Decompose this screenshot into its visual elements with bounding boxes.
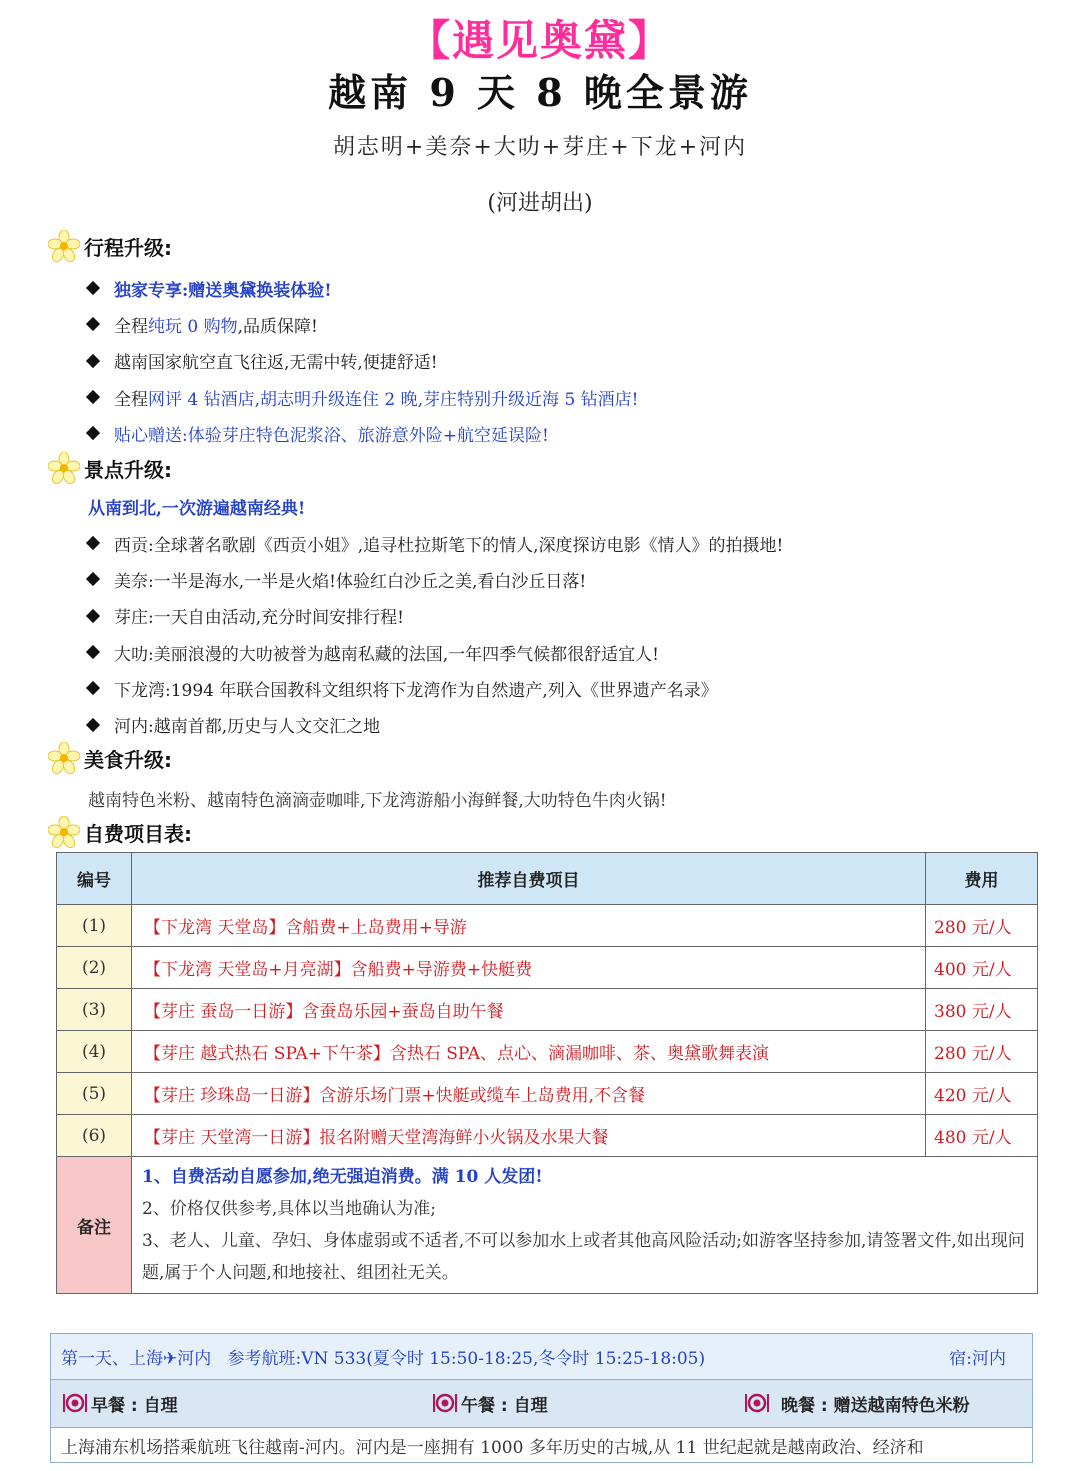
diamond-bullet-icon bbox=[86, 390, 100, 404]
diamond-bullet-icon bbox=[86, 609, 100, 623]
section-sights-label: 景点升级: bbox=[84, 457, 172, 482]
meal-lunch bbox=[431, 1391, 743, 1417]
row-price: 280 元/人 bbox=[926, 1031, 1038, 1073]
note-line: 1、自费活动自愿参加,绝无强迫消费。满 10 人发团! bbox=[142, 1167, 543, 1187]
diamond-bullet-icon bbox=[86, 536, 100, 550]
diamond-bullet-icon bbox=[86, 354, 100, 368]
upgrade-highlight: 网评 4 钻酒店,胡志明升级连住 2 晚,芽庄特别升级近海 5 钻酒店! bbox=[148, 389, 639, 410]
day1-meals bbox=[51, 1380, 1032, 1428]
meal-dinner-label: 晚餐 : 赠送越南特色米粉 bbox=[781, 1396, 970, 1416]
row-number: (4) bbox=[57, 1031, 132, 1073]
sight-text: 河内:越南首都,历史与人文交汇之地 bbox=[114, 717, 381, 738]
list-item bbox=[88, 634, 783, 670]
section-upgrades-label: 行程升级: bbox=[84, 235, 172, 260]
day1-description: 上海浦东机场搭乘航班飞往越南-河内。河内是一座拥有 1000 多年历史的古城,从 11 世纪起就是越南政治、经济和 bbox=[61, 1437, 924, 1458]
row-item: 【芽庄 蚕岛一日游】含蚕岛乐园+蚕岛自助午餐 bbox=[132, 989, 926, 1031]
meal-breakfast bbox=[61, 1391, 431, 1417]
upgrade-text: 全程 bbox=[114, 316, 148, 337]
section-upgrades-heading bbox=[48, 230, 172, 262]
diamond-bullet-icon bbox=[86, 281, 100, 295]
entry-note: (河进胡出) bbox=[487, 191, 593, 216]
row-item: 【芽庄 珍珠岛一日游】含游乐场门票+快艇或缆车上岛费用,不含餐 bbox=[132, 1073, 926, 1115]
upgrades-list bbox=[88, 270, 639, 451]
meal-lunch-label: 午餐 : 自理 bbox=[461, 1396, 548, 1416]
column-header-item: 推荐自费项目 bbox=[132, 853, 926, 905]
meal-breakfast-label: 早餐 : 自理 bbox=[91, 1396, 178, 1416]
upgrade-text: 越南国家航空直飞往返,无需中转,便捷舒适! bbox=[114, 353, 438, 374]
row-price: 480 元/人 bbox=[926, 1115, 1038, 1157]
diamond-bullet-icon bbox=[86, 645, 100, 659]
day1-dest: 河内 bbox=[177, 1349, 212, 1369]
diamond-bullet-icon bbox=[86, 572, 100, 586]
day1-itinerary bbox=[50, 1333, 1033, 1463]
table-row bbox=[57, 989, 1038, 1031]
sights-list bbox=[88, 525, 783, 743]
list-item bbox=[88, 379, 639, 415]
sights-subtitle: 从南到北,一次游遍越南经典! bbox=[88, 499, 306, 519]
list-item bbox=[88, 670, 783, 706]
list-item bbox=[88, 706, 783, 742]
flower-icon bbox=[48, 742, 80, 774]
flower-icon bbox=[48, 816, 80, 848]
dining-icon bbox=[61, 1391, 89, 1417]
flower-icon bbox=[48, 230, 80, 262]
dining-icon bbox=[743, 1391, 771, 1417]
note-line: 3、老人、儿童、孕妇、身体虚弱或不适者,不可以参加水上或者其他高风险活动;如游客坚持参加,请签署文件,如出现问题,属于个人问题,和地接社、组团社无关。 bbox=[142, 1231, 1025, 1283]
section-optional-label: 自费项目表: bbox=[84, 821, 192, 846]
row-price: 280 元/人 bbox=[926, 905, 1038, 947]
diamond-bullet-icon bbox=[86, 681, 100, 695]
diamond-bullet-icon bbox=[86, 426, 100, 440]
sight-text: 西贡:全球著名歌剧《西贡小姐》,追寻杜拉斯笔下的情人,深度探访电影《情人》的拍摄地! bbox=[114, 535, 784, 556]
table-header-row bbox=[57, 853, 1038, 905]
row-number: (1) bbox=[57, 905, 132, 947]
list-item bbox=[88, 415, 639, 451]
upgrade-highlight: 纯玩 0 购物 bbox=[148, 316, 238, 337]
day1-flight: 参考航班:VN 533(夏令时 15:50-18:25,冬令时 15:25-18:05) bbox=[227, 1349, 706, 1369]
sight-text: 大叻:美丽浪漫的大叻被誉为越南私藏的法国,一年四季气候都很舒适宜人! bbox=[114, 644, 659, 665]
section-food-heading bbox=[48, 742, 172, 774]
row-item: 【下龙湾 天堂岛】含船费+上岛费用+导游 bbox=[132, 905, 926, 947]
route-line: 胡志明+美奈+大叻+芽庄+下龙+河内 bbox=[332, 135, 748, 160]
food-text: 越南特色米粉、越南特色滴滴壶咖啡,下龙湾游船小海鲜餐,大叻特色牛肉火锅! bbox=[88, 791, 667, 811]
table-row bbox=[57, 1115, 1038, 1157]
upgrade-text: 贴心赠送:体验芽庄特色泥浆浴、旅游意外险+航空延误险! bbox=[114, 425, 549, 446]
list-item bbox=[88, 306, 639, 342]
table-row bbox=[57, 905, 1038, 947]
list-item bbox=[88, 343, 639, 379]
list-item bbox=[88, 525, 783, 561]
list-item bbox=[88, 598, 783, 634]
section-optional-heading bbox=[48, 816, 192, 848]
day1-title: 第一天、上海 bbox=[61, 1349, 163, 1369]
row-price: 380 元/人 bbox=[926, 989, 1038, 1031]
row-number: (6) bbox=[57, 1115, 132, 1157]
table-row bbox=[57, 947, 1038, 989]
notes-row bbox=[57, 1157, 1038, 1294]
notes-body bbox=[132, 1157, 1038, 1294]
upgrade-text: 全程 bbox=[114, 389, 148, 410]
diamond-bullet-icon bbox=[86, 317, 100, 331]
page-title: 越南 9 天 8 晚全景游 bbox=[328, 70, 752, 115]
sight-text: 芽庄:一天自由活动,充分时间安排行程! bbox=[114, 608, 404, 629]
notes-label: 备注 bbox=[57, 1157, 132, 1294]
brand-title: 【遇见奥黛】 bbox=[407, 16, 672, 65]
row-number: (2) bbox=[57, 947, 132, 989]
day1-stay: 宿:河内 bbox=[949, 1349, 1006, 1369]
sight-text: 美奈:一半是海水,一半是火焰!体验红白沙丘之美,看白沙丘日落! bbox=[114, 571, 587, 592]
diamond-bullet-icon bbox=[86, 718, 100, 732]
dining-icon bbox=[431, 1391, 459, 1417]
meal-dinner bbox=[743, 1391, 970, 1417]
row-price: 400 元/人 bbox=[926, 947, 1038, 989]
optional-fee-table bbox=[56, 852, 1038, 1294]
sight-text: 下龙湾:1994 年联合国教科文组织将下龙湾作为自然遗产,列入《世界遗产名录》 bbox=[114, 680, 718, 701]
section-food-label: 美食升级: bbox=[84, 747, 172, 772]
section-sights-heading bbox=[48, 452, 172, 484]
upgrade-text: 独家专享:赠送奥黛换装体验! bbox=[114, 280, 332, 301]
row-item: 【下龙湾 天堂岛+月亮湖】含船费+导游费+快艇费 bbox=[132, 947, 926, 989]
table-row bbox=[57, 1031, 1038, 1073]
row-number: (5) bbox=[57, 1073, 132, 1115]
plane-icon: ✈ bbox=[163, 1349, 178, 1369]
row-number: (3) bbox=[57, 989, 132, 1031]
list-item bbox=[88, 270, 639, 306]
upgrade-text: ,品质保障! bbox=[237, 316, 318, 337]
flower-icon bbox=[48, 452, 80, 484]
row-item: 【芽庄 越式热石 SPA+下午茶】含热石 SPA、点心、滴漏咖啡、茶、奥黛歌舞表演 bbox=[132, 1031, 926, 1073]
column-header-number: 编号 bbox=[57, 853, 132, 905]
day1-route bbox=[61, 1344, 705, 1369]
row-price: 420 元/人 bbox=[926, 1073, 1038, 1115]
column-header-price: 费用 bbox=[926, 853, 1038, 905]
day1-header bbox=[51, 1334, 1032, 1380]
row-item: 【芽庄 天堂湾一日游】报名附赠天堂湾海鲜小火锅及水果大餐 bbox=[132, 1115, 926, 1157]
note-line: 2、价格仅供参考,具体以当地确认为准; bbox=[142, 1199, 436, 1219]
table-row bbox=[57, 1073, 1038, 1115]
list-item bbox=[88, 561, 783, 597]
